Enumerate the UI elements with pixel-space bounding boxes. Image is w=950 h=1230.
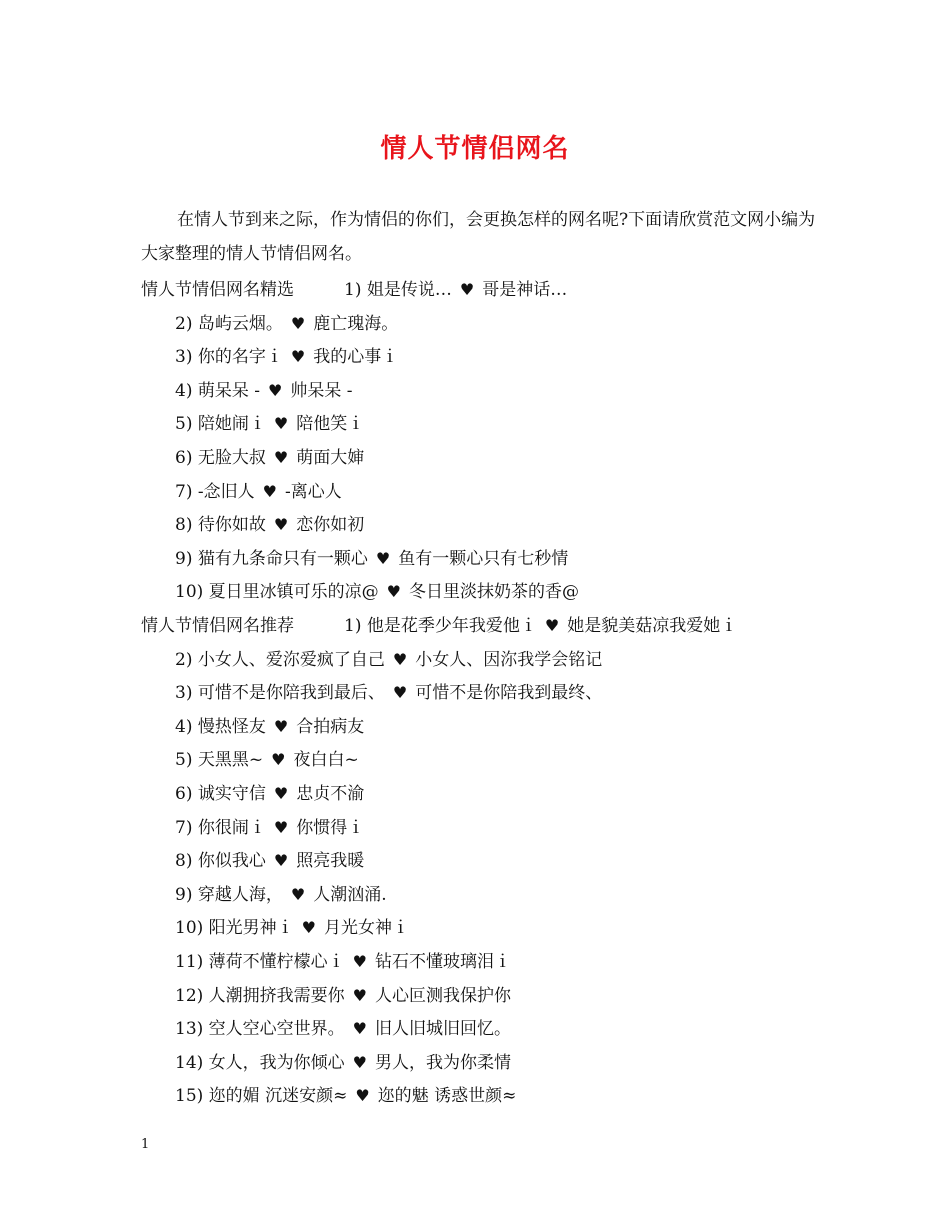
name-right: 你惯得ｉ: [296, 818, 365, 838]
name-left: 诚实守信: [197, 784, 266, 804]
item-number: 4): [175, 717, 198, 737]
list-item: [175, 950, 511, 974]
list-item: [175, 648, 602, 672]
name-left: 小女人、爱沵爱疯了自己: [197, 650, 385, 670]
item-number: 14): [175, 1053, 209, 1073]
name-left: 猫有九条命只有一颗心: [197, 549, 368, 569]
name-right: 钻石不懂玻璃泪ｉ: [375, 952, 512, 972]
section-label: 情人节情侣网名推荐: [141, 616, 294, 636]
heart-icon: ♥: [352, 1053, 368, 1072]
heart-icon: ♥: [262, 482, 277, 501]
name-right: 她是貌美菇凉我爱她ｉ: [567, 616, 738, 636]
name-right: 月光女神ｉ: [324, 918, 410, 938]
name-left: 你很闹ｉ: [197, 818, 266, 838]
heart-icon: ♥: [273, 448, 289, 467]
heart-icon: ♥: [375, 549, 391, 568]
name-right: 可惜不是你陪我到最终、: [415, 683, 603, 703]
name-right: 旧人旧城旧回忆。: [375, 1019, 512, 1039]
item-number: 10): [175, 582, 209, 602]
name-right: 恋你如初: [296, 515, 365, 535]
list-item: [175, 816, 364, 840]
item-number: 12): [175, 986, 209, 1006]
name-right: 我的心事ｉ: [313, 347, 399, 367]
list-item: [175, 412, 364, 436]
list-item: [175, 345, 398, 369]
name-left: 你的名字ｉ: [197, 347, 283, 367]
item-number: 9): [175, 549, 198, 569]
heart-icon: ♥: [386, 582, 402, 601]
name-right: 照亮我暖: [296, 851, 365, 871]
item-number: 2): [175, 650, 198, 670]
heart-icon: ♥: [392, 650, 408, 669]
name-left: 岛屿云烟。: [197, 314, 283, 334]
name-left: 穿越人海，: [197, 885, 283, 905]
item-number: 5): [175, 414, 198, 434]
name-left: -念旧人: [197, 482, 255, 502]
name-right: 鱼有一颗心只有七秒情: [398, 549, 569, 569]
item-number: 10): [175, 918, 209, 938]
heart-icon: ♥: [301, 918, 317, 937]
item-number: 9): [175, 885, 198, 905]
name-left: 夏日里冰镇可乐的凉@: [208, 582, 379, 602]
name-left: 迩的媚 沉迷安颜≈: [208, 1086, 348, 1106]
heart-icon: ♥: [273, 515, 289, 534]
list-item: [175, 513, 364, 537]
list-item: [175, 1051, 511, 1075]
list-item: [175, 715, 364, 739]
list-item: [344, 278, 567, 302]
list-item: [175, 984, 511, 1008]
name-left: 萌呆呆 -: [197, 381, 261, 401]
name-right: 忠贞不渝: [296, 784, 365, 804]
item-number: 7): [175, 482, 198, 502]
list-item: [175, 379, 353, 403]
heart-icon: ♥: [352, 986, 368, 1005]
list-item: [344, 614, 737, 638]
heart-icon: ♥: [544, 616, 560, 635]
name-left: 姐是传说…: [366, 280, 452, 300]
heart-icon: ♥: [268, 381, 283, 400]
list-item: [175, 748, 359, 772]
name-left: 陪她闹ｉ: [197, 414, 266, 434]
heart-icon: ♥: [352, 952, 368, 971]
heart-icon: ♥: [392, 683, 408, 702]
name-right: 冬日里淡抹奶茶的香@: [409, 582, 580, 602]
item-number: 5): [175, 750, 198, 770]
list-item: [175, 547, 568, 571]
item-number: 3): [175, 683, 198, 703]
heart-icon: ♥: [459, 280, 475, 299]
name-right: 哥是神话…: [482, 280, 568, 300]
name-left: 天黑黑~: [197, 750, 264, 770]
list-item: [175, 681, 602, 705]
name-right: 人心叵测我保护你: [375, 986, 512, 1006]
page-number: 1: [141, 1137, 150, 1152]
name-left: 他是花季少年我爱他ｉ: [366, 616, 537, 636]
heart-icon: ♥: [290, 347, 306, 366]
item-number: 13): [175, 1019, 209, 1039]
name-right: 鹿亡瑰海。: [313, 314, 399, 334]
item-number: 6): [175, 448, 198, 468]
item-number: 7): [175, 818, 198, 838]
name-right: 帅呆呆 -: [290, 381, 353, 401]
heart-icon: ♥: [352, 1019, 368, 1038]
list-item: [175, 1084, 516, 1108]
item-number: 4): [175, 381, 198, 401]
heart-icon: ♥: [273, 818, 289, 837]
intro-paragraph: 在情人节到来之际，作为情侣的你们，会更换怎样的网名呢?下面请欣赏范文网小编为大家整理的情人节情侣网名。: [141, 210, 816, 264]
list-item: [175, 916, 409, 940]
heart-icon: ♥: [273, 717, 289, 736]
document-title: 情人节情侣网名: [380, 134, 570, 164]
list-item: [175, 312, 398, 336]
heart-icon: ♥: [290, 885, 306, 904]
name-left: 慢热怪友: [197, 717, 266, 737]
item-number: 8): [175, 515, 198, 535]
list-item: [175, 849, 364, 873]
heart-icon: ♥: [273, 851, 289, 870]
list-item: [175, 883, 387, 907]
name-right: 男人，我为你柔情: [375, 1053, 512, 1073]
name-right: 人潮汹涌.: [313, 885, 387, 905]
section-label: 情人节情侣网名精选: [141, 280, 294, 300]
item-number: 15): [175, 1086, 209, 1106]
list-item: [175, 782, 364, 806]
name-right: 陪他笑ｉ: [296, 414, 365, 434]
name-right: 萌面大婶: [296, 448, 365, 468]
name-right: 小女人、因沵我学会铭记: [415, 650, 603, 670]
list-item: [175, 580, 579, 604]
name-left: 薄荷不懂柠檬心ｉ: [208, 952, 345, 972]
name-left: 可惜不是你陪我到最后、: [197, 683, 385, 703]
name-left: 阳光男神ｉ: [208, 918, 294, 938]
heart-icon: ♥: [273, 414, 289, 433]
heart-icon: ♥: [290, 314, 306, 333]
heart-icon: ♥: [273, 784, 289, 803]
heart-icon: ♥: [271, 750, 286, 769]
item-number: 2): [175, 314, 198, 334]
list-item: [175, 480, 342, 504]
name-left: 空人空心空世界。: [208, 1019, 345, 1039]
name-left: 待你如故: [197, 515, 266, 535]
name-left: 女人，我为你倾心: [208, 1053, 345, 1073]
list-item: [175, 1017, 511, 1041]
name-left: 人潮拥挤我需要你: [208, 986, 345, 1006]
item-number: 1): [344, 280, 367, 300]
name-left: 无脸大叔: [197, 448, 266, 468]
item-number: 6): [175, 784, 198, 804]
name-right: 夜白白~: [293, 750, 359, 770]
name-right: 迩的魅 诱惑世颜≈: [377, 1086, 517, 1106]
list-item: [175, 446, 364, 470]
item-number: 11): [175, 952, 209, 972]
item-number: 3): [175, 347, 198, 367]
name-left: 你似我心: [197, 851, 266, 871]
item-number: 1): [344, 616, 367, 636]
heart-icon: ♥: [355, 1086, 370, 1105]
name-right: 合拍病友: [296, 717, 365, 737]
name-right: -离心人: [284, 482, 342, 502]
item-number: 8): [175, 851, 198, 871]
